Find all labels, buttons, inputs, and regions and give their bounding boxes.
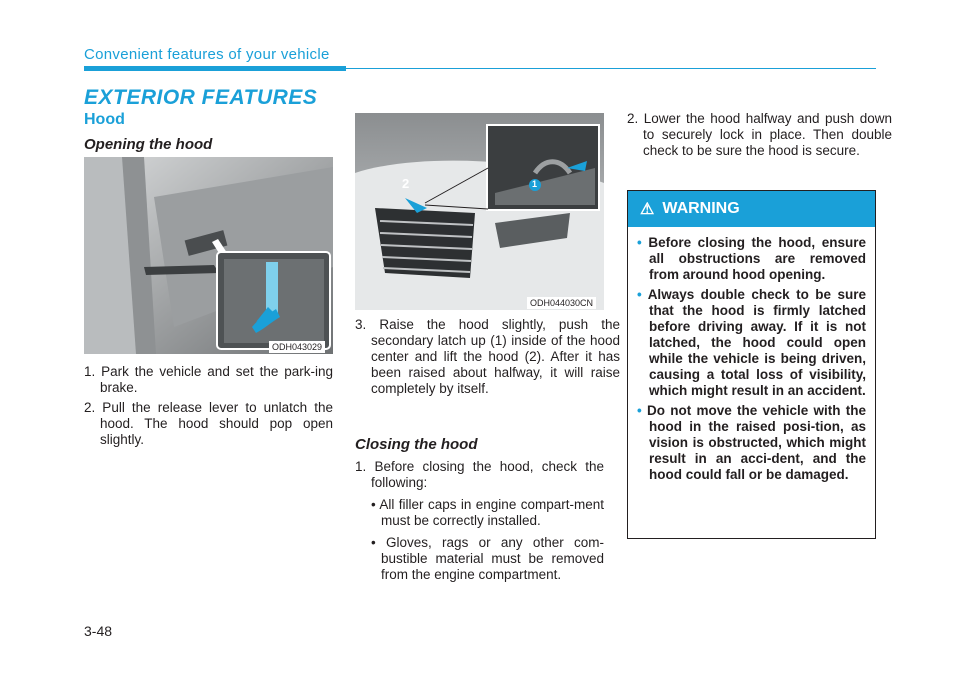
- header-rule-accent: [84, 66, 346, 71]
- figure-hood-latch: [355, 113, 604, 310]
- warning-box: [627, 190, 876, 539]
- warning-item: [637, 235, 866, 283]
- warning-item: [637, 287, 866, 399]
- warning-body: [628, 227, 875, 483]
- section-label: Convenient features of your vehicle: [84, 46, 330, 63]
- release-lever-illustration: [84, 157, 333, 354]
- bullet-icon: •: [637, 403, 647, 418]
- header-rule-line: [346, 68, 876, 69]
- figure-code-left: ODH043029: [269, 341, 325, 353]
- closing-step-2: 2. Lower the hood halfway and push down to securely lock in place. Then double check to be sure the hood is secure.: [627, 111, 892, 158]
- closing-bullet-2: • Gloves, rags or any other com-bustible material must be removed from the engine compartment.: [371, 535, 604, 582]
- closing-steps: [355, 459, 604, 583]
- warning-label: WARNING: [662, 200, 740, 217]
- warning-header: [628, 191, 875, 227]
- opening-step-2: 2. Pull the release lever to unlatch the hood. The hood should pop open slightly.: [84, 400, 333, 447]
- warning-item-text: Always double check to be sure that the hood is firmly latched before driving away. If it is not latched, the hood could open while the vehicle is being driven, causing a total loss of visibility, which might result in an accident.: [647, 287, 866, 398]
- closing-bullet-1: • All filler caps in engine compart-ment must be correctly installed.: [371, 497, 604, 528]
- opening-step-1: 1. Park the vehicle and set the park-ing brake.: [84, 364, 333, 395]
- callout-2: 2: [402, 176, 410, 191]
- bullet-icon: •: [637, 235, 649, 250]
- warning-triangle-icon: ⚠: [640, 201, 655, 218]
- page-title: EXTERIOR FEATURES: [84, 86, 318, 109]
- warning-item-text: Do not move the vehicle with the hood in the raised posi-tion, as vision is obstructed, which might result in an acci-dent, and the hood could fall or be damaged.: [646, 403, 866, 482]
- opening-step-3: 3. Raise the hood slightly, push the secondary latch up (1) inside of the hood center and lift the hood (2). After it has been raised about halfway, it will raise completely by itself.: [355, 317, 620, 396]
- opening-steps: [84, 364, 333, 452]
- hood-latch-illustration: [355, 113, 604, 310]
- opening-title: Opening the hood: [84, 136, 213, 153]
- warning-item: [637, 403, 866, 483]
- closing-title: Closing the hood: [355, 436, 478, 453]
- figure-code-middle: ODH044030CN: [527, 297, 596, 309]
- closing-step-1: 1. Before closing the hood, check the following:: [355, 459, 604, 490]
- figure-release-lever: [84, 157, 333, 354]
- warning-item-text: Before closing the hood, ensure all obstructions are removed from around hood opening.: [648, 235, 866, 282]
- bullet-icon: •: [637, 287, 648, 302]
- hood-title: Hood: [84, 111, 125, 128]
- page-number: 3-48: [84, 623, 113, 639]
- callout-1: 1: [532, 179, 538, 189]
